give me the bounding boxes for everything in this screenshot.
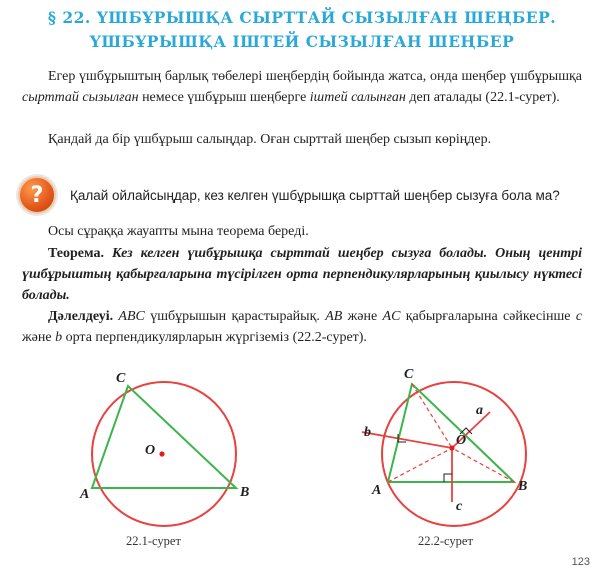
- proof-c: c: [575, 309, 583, 324]
- proof-ab: AB: [325, 309, 343, 324]
- label-b: B: [240, 485, 250, 500]
- label-c-line: c: [456, 499, 463, 514]
- proof-text-3: орта перпендикулярларын жүргіземіз (22.2-сурет).: [65, 330, 367, 345]
- label-b-line: b: [364, 425, 371, 440]
- circumscribed-circle-2: [382, 382, 526, 526]
- label-c: C: [116, 371, 126, 386]
- proof-b: b: [55, 330, 63, 345]
- intro-paragraph-2: Қандай да бір үшбұрыш салыңдар. Оған сырттай шеңбер сызып көріңдер.: [48, 132, 492, 147]
- figure-22-2: [364, 367, 588, 532]
- label-c-2: C: [404, 367, 414, 382]
- label-b-2: B: [518, 479, 528, 494]
- proof-and: және: [347, 309, 378, 324]
- page-number: 123: [571, 556, 590, 568]
- intro-text-c: деп аталады (22.1-сурет).: [409, 90, 560, 105]
- intro-text-a: Егер үшбұрыштың барлық төбелері шеңбердің бойында жатса, онда шеңбер үшбұрышқа: [48, 69, 582, 84]
- right-angle-mark-2: [444, 474, 452, 482]
- proof-ac: AC: [382, 309, 401, 324]
- figure-22-1: [78, 372, 298, 532]
- center-point-o: [159, 451, 164, 456]
- proof-label: Дәлелдеуі.: [48, 309, 114, 324]
- center-point-o-2: [449, 445, 454, 450]
- label-a-line: a: [476, 403, 483, 418]
- label-o: O: [145, 443, 156, 458]
- answer-intro: Осы сұраққа жауапты мына теорема береді.: [48, 224, 309, 239]
- question-text: Қалай ойлайсыңдар, кез келген үшбұрышқа сырттай шеңбер сызуға бола ма?: [70, 187, 560, 203]
- label-a: A: [80, 487, 90, 502]
- section-title-line2: ҮШБҰРЫШҚА ІШТЕЙ СЫЗЫЛҒАН ШЕҢБЕР: [89, 32, 515, 51]
- proof-text-2: қабырғаларына сәйкесінше: [405, 309, 571, 324]
- figure-22-1-caption: 22.1-сурет: [126, 534, 181, 548]
- intro-text-b: немесе үшбұрыш шеңберге: [142, 90, 307, 105]
- theorem-paragraph: [22, 243, 582, 306]
- proof-paragraph: [22, 306, 582, 348]
- term-inscribed: іштей салынған: [309, 90, 406, 105]
- term-circumscribed: сырттай сызылған: [22, 90, 139, 105]
- section-title-line1: § 22. ҮШБҰРЫШҚА СЫРТТАЙ СЫЗЫЛҒАН ШЕҢБЕР.: [47, 8, 557, 27]
- theorem-text: Кез келген үшбұрышқа сырттай шеңбер сызуға болады. Оның центрі үшбұрыштың қабырғаларына түсірілген орта перпендикулярларының қиылысу нүктесі болады.: [22, 246, 582, 303]
- radius-oa: [388, 448, 452, 482]
- proof-and-2: және: [22, 330, 52, 345]
- proof-abc: ABC: [118, 309, 145, 324]
- label-a-2: A: [372, 483, 382, 498]
- proof-text-1: үшбұрышын қарастырайық.: [150, 309, 320, 324]
- figure-22-2-caption: 22.2-сурет: [418, 534, 473, 548]
- theorem-label: Теорема.: [48, 246, 104, 261]
- label-o-2: O: [456, 433, 467, 448]
- question-mark-icon: ?: [18, 176, 56, 214]
- question-box: [18, 175, 598, 215]
- intro-paragraph-1: [22, 66, 582, 108]
- bisector-b: [362, 432, 452, 448]
